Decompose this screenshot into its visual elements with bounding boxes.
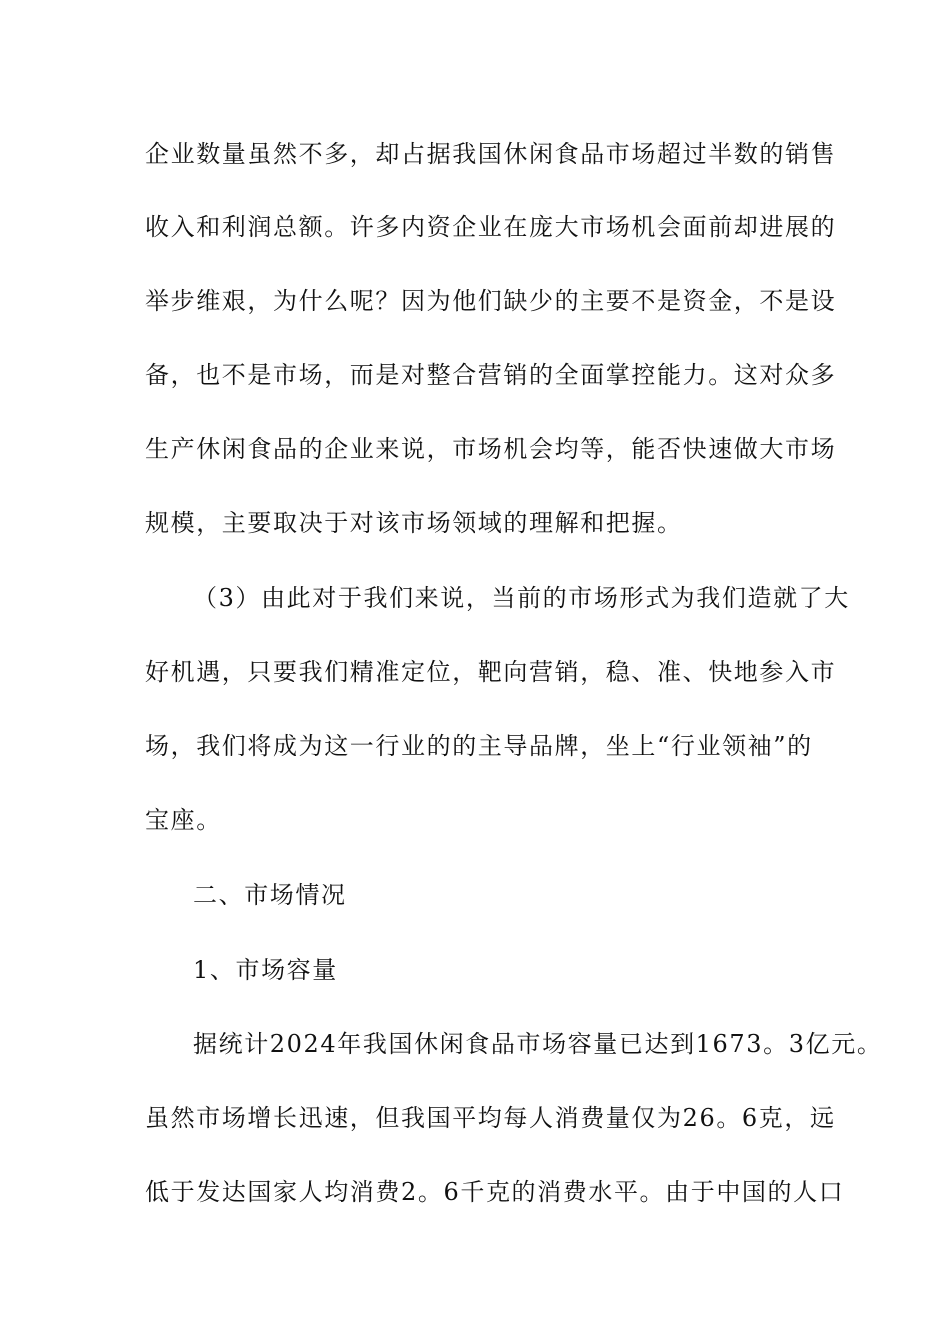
paragraph-line: 备，也不是市场，而是对整合营销的全面掌控能力。这对众多 <box>145 361 837 389</box>
paragraph-line: 宝座。 <box>145 806 222 834</box>
paragraph-line: 企业数量虽然不多，却占据我国休闲食品市场超过半数的销售 <box>145 140 837 168</box>
paragraph-line: 举步维艰，为什么呢？因为他们缺少的主要不是资金，不是设 <box>145 287 837 315</box>
paragraph-line: 收入和利润总额。许多内资企业在庞大市场机会面前却进展的 <box>145 213 837 241</box>
paragraph-line: 虽然市场增长迅速，但我国平均每人消费量仅为26。6克，远 <box>145 1104 836 1132</box>
paragraph-line: 低于发达国家人均消费2。6千克的消费水平。由于中国的人口 <box>145 1178 845 1206</box>
subsection-heading: 1、市场容量 <box>193 956 338 984</box>
paragraph-line: 场，我们将成为这一行业的的主导品牌，坐上“行业领袖”的 <box>145 732 813 760</box>
section-heading: 二、市场情况 <box>193 881 347 909</box>
paragraph-line: 据统计2024年我国休闲食品市场容量已达到1673。3亿元。 <box>193 1030 883 1058</box>
paragraph-line: （3）由此对于我们来说，当前的市场形式为我们造就了大 <box>193 584 850 612</box>
paragraph-line: 规模，主要取决于对该市场领域的理解和把握。 <box>145 509 683 537</box>
paragraph-line: 生产休闲食品的企业来说，市场机会均等，能否快速做大市场 <box>145 435 837 463</box>
paragraph-line: 好机遇，只要我们精准定位，靶向营销，稳、准、快地参入市 <box>145 658 837 686</box>
